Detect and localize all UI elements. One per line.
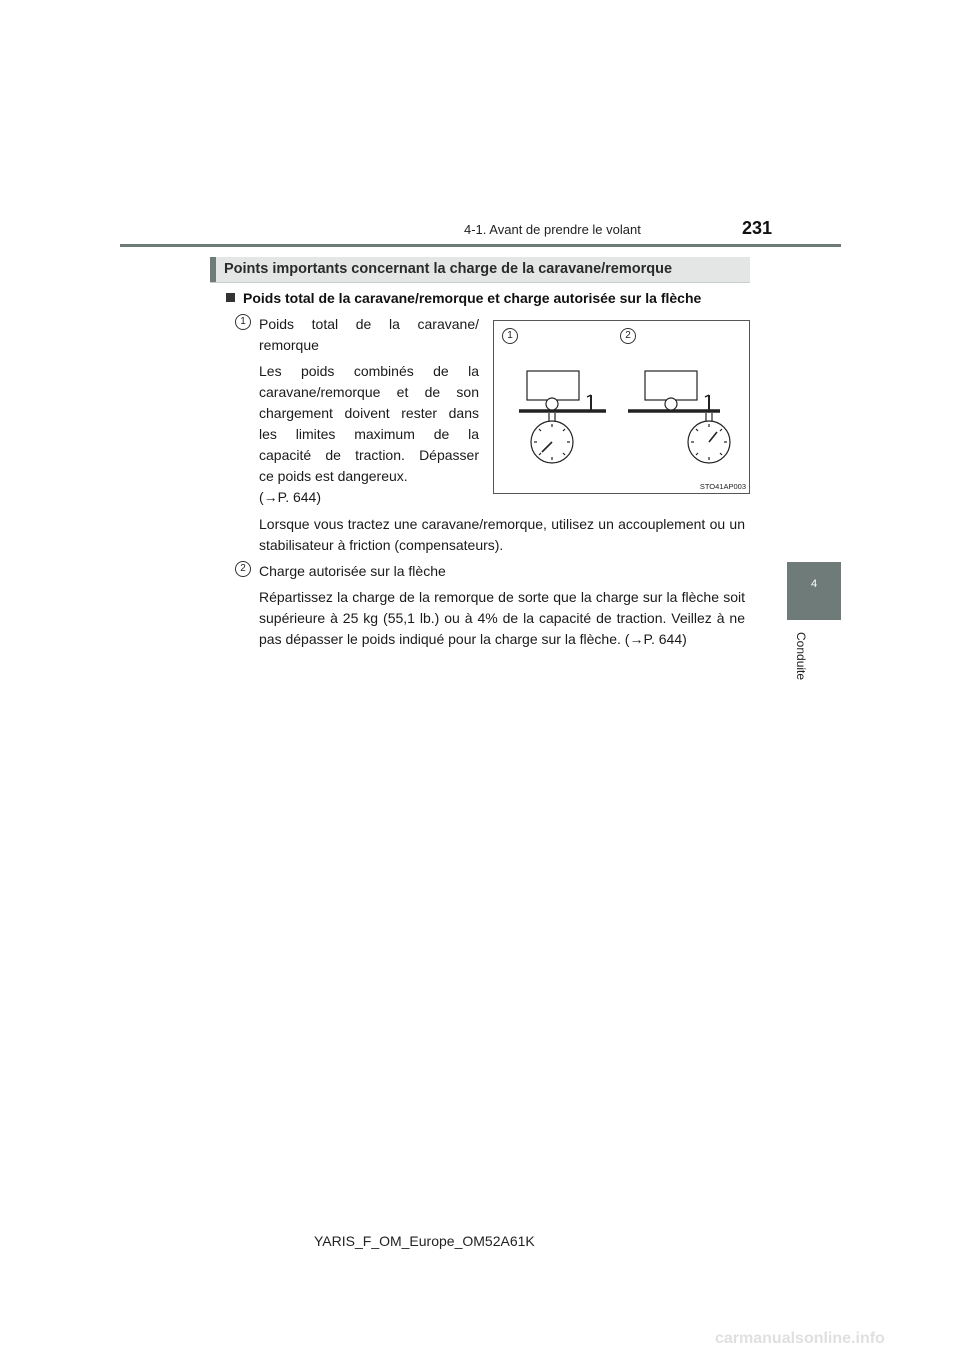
item-1-description — [259, 361, 479, 508]
item-1-line-3: chargement doivent rester dans — [259, 405, 479, 421]
header-section-title: 4-1. Avant de prendre le volant — [464, 222, 641, 237]
document-footer-code: YARIS_F_OM_Europe_OM52A61K — [314, 1233, 535, 1249]
header-divider — [120, 244, 841, 247]
figure-code: STO41AP003 — [699, 482, 746, 491]
chapter-label-wrapper — [794, 632, 808, 692]
item-2-description: Répartissez la charge de la remorque de sorte que la charge sur la flèche soit supérieure à 25 kg (55,1 lb.) ou à 4% de la capacité de traction. Veillez à ne pas dépasser le poids indiqué pour la charge sur la flèche. (→P. 644) — [259, 589, 745, 647]
section-bar-accent — [210, 257, 216, 282]
item-1-page-ref: (→P. 644) — [259, 489, 321, 505]
section-title-bar — [210, 257, 750, 283]
page-number: 231 — [742, 218, 773, 238]
item-1-number-badge: 1 — [235, 314, 251, 330]
item-1-line-5: capacité de traction. Dépasser — [259, 447, 479, 463]
trailer-scale-illustration — [494, 321, 751, 495]
item-1-line-1: Les poids combinés de la — [259, 363, 479, 379]
section-title: Points importants concernant la charge de la caravane/remorque — [224, 261, 673, 277]
chapter-label: Conduite — [794, 632, 808, 681]
subheading-text: Poids total de la caravane/remorque et charge autorisée sur la flèche — [243, 290, 702, 306]
item-1-title: Poids total de la caravane/ remorque — [259, 316, 479, 353]
item-1-note: Lorsque vous tractez une caravane/remorque, utilisez un accouplement ou un stabilisateur à friction (compensateurs). — [259, 516, 745, 553]
item-1-line-2: caravane/remorque et de son — [259, 384, 479, 400]
chapter-tab — [787, 562, 841, 620]
item-2-title: Charge autorisée sur la flèche — [259, 563, 446, 579]
trailer-weight-scale-icon — [519, 371, 606, 463]
tongue-load-scale-icon — [628, 371, 730, 463]
item-2-number-badge: 2 — [235, 561, 251, 577]
trailer-weight-figure — [493, 320, 750, 494]
item-1-line-6: ce poids est dangereux. — [259, 468, 408, 484]
figure-label-1: 1 — [502, 328, 518, 344]
subheading — [226, 290, 701, 306]
square-bullet-icon — [226, 293, 235, 302]
watermark: carmanualsonline.info — [715, 1330, 885, 1347]
figure-label-2: 2 — [620, 328, 636, 344]
chapter-number: 4 — [810, 578, 818, 590]
item-1-line-4: les limites maximum de la — [259, 426, 479, 442]
